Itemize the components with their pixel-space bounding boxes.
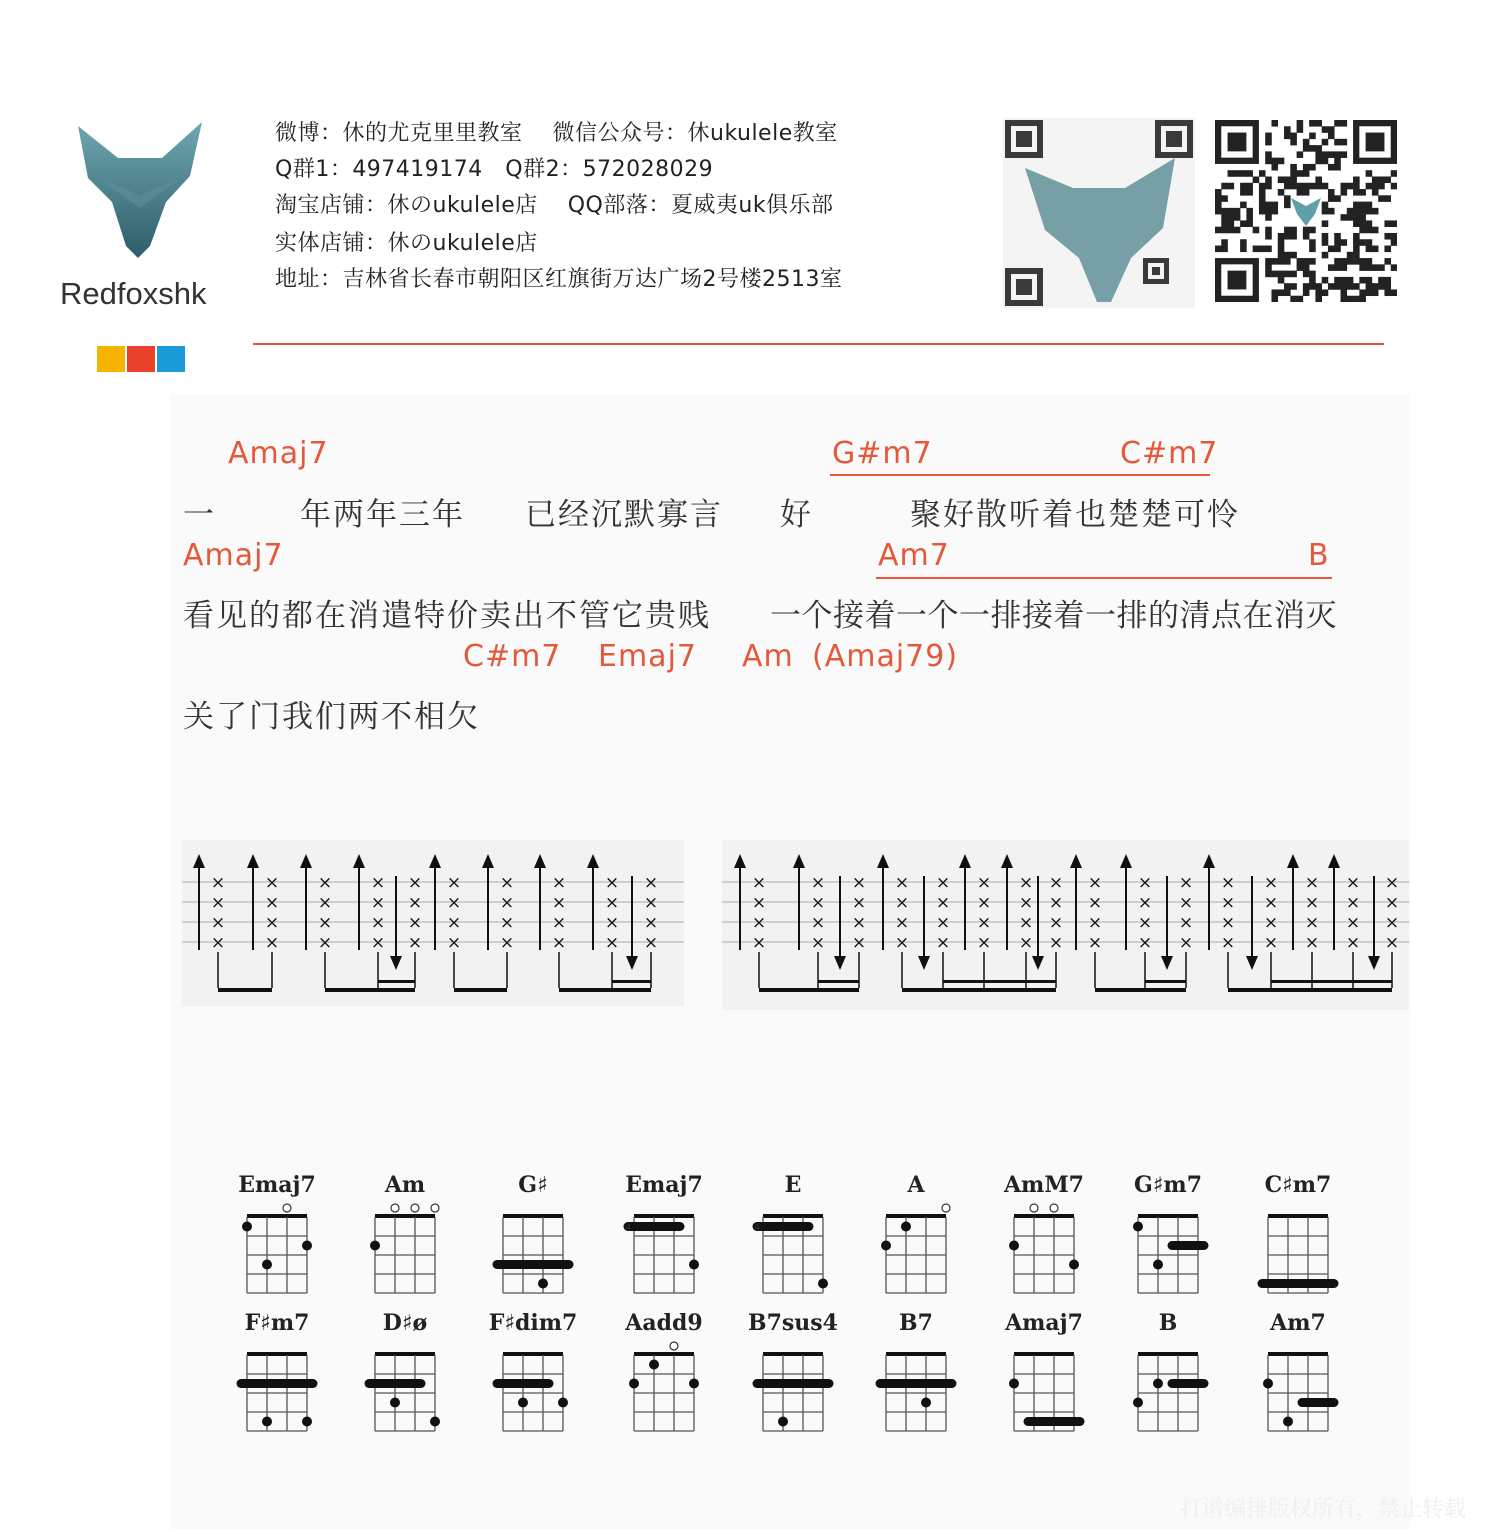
svg-text:×: ×: [370, 913, 386, 933]
svg-text:×: ×: [935, 893, 951, 913]
svg-text:×: ×: [1087, 893, 1103, 913]
chord-name-row2-2: D♯ø: [382, 1310, 428, 1336]
svg-text:×: ×: [370, 893, 386, 913]
svg-text:×: ×: [1304, 873, 1320, 893]
svg-text:×: ×: [1018, 933, 1034, 953]
chord-name-row1-5: E: [784, 1172, 802, 1198]
svg-text:×: ×: [1345, 913, 1361, 933]
svg-text:×: ×: [1304, 913, 1320, 933]
svg-text:4: 4: [625, 1222, 632, 1234]
svg-text:×: ×: [643, 913, 659, 933]
chord-diagram-row1-2: [360, 1202, 450, 1297]
chord-diagram-row1-5: [748, 1202, 838, 1297]
svg-text:×: ×: [935, 873, 951, 893]
chord-diagram-row2-7: [999, 1340, 1089, 1435]
svg-text:×: ×: [446, 893, 462, 913]
watermark: 打谱编排版权所有，禁止转载: [1180, 1497, 1467, 1522]
svg-text:×: ×: [1178, 913, 1194, 933]
svg-text:×: ×: [317, 873, 333, 893]
svg-text:4: 4: [754, 1222, 761, 1234]
svg-text:×: ×: [851, 933, 867, 953]
chord-name-row2-6: B7: [899, 1310, 933, 1336]
svg-text:×: ×: [1048, 893, 1064, 913]
svg-text:×: ×: [210, 893, 226, 913]
svg-text:×: ×: [370, 873, 386, 893]
chord-diagram-row2-6: [871, 1340, 961, 1435]
svg-text:×: ×: [894, 913, 910, 933]
chord-line1-csm7: C#m7: [1120, 436, 1219, 471]
chord-line3-emaj7: Emaj7: [598, 639, 697, 674]
contact-line-store: 实体店铺：休のukulele店: [275, 231, 538, 256]
svg-text:×: ×: [407, 873, 423, 893]
svg-text:×: ×: [935, 933, 951, 953]
svg-text:×: ×: [604, 913, 620, 933]
contact-line-weibo-wechat: 微博：休的尤克里里教室 微信公众号：休ukulele教室: [275, 121, 838, 146]
svg-text:×: ×: [317, 933, 333, 953]
svg-text:×: ×: [976, 913, 992, 933]
svg-text:×: ×: [1087, 873, 1103, 893]
brand-name: Redfoxshk: [60, 276, 207, 311]
svg-text:×: ×: [1137, 893, 1153, 913]
contact-line-qq-groups: Q群1：497419174 Q群2：572028029: [275, 157, 714, 182]
lyric-line1-a: 一: [183, 497, 216, 533]
lyric-line1-c: 已经沉默寡言: [525, 497, 723, 533]
svg-text:×: ×: [1384, 933, 1400, 953]
brand-color-red: [127, 346, 155, 372]
svg-text:×: ×: [1263, 933, 1279, 953]
contact-line-address: 地址：吉林省长春市朝阳区红旗街万达广场2号楼2513室: [275, 267, 843, 292]
svg-text:×: ×: [551, 893, 567, 913]
brand-color-blocks: [97, 346, 187, 372]
lyric-line1-d: 好: [780, 497, 813, 533]
svg-text:×: ×: [264, 893, 280, 913]
brand-color-yellow: [97, 346, 125, 372]
svg-text:×: ×: [1263, 893, 1279, 913]
strum-pattern-2: [722, 840, 1409, 1010]
svg-text:×: ×: [851, 893, 867, 913]
chord-line2-amaj7: Amaj7: [183, 538, 284, 573]
redfox-logo-icon: [70, 118, 210, 263]
chord-name-row1-4: Emaj7: [625, 1172, 703, 1198]
svg-text:×: ×: [1048, 873, 1064, 893]
chord-name-row2-5: B7sus4: [748, 1310, 838, 1336]
svg-text:×: ×: [370, 933, 386, 953]
svg-text:×: ×: [1220, 893, 1236, 913]
svg-text:×: ×: [1220, 873, 1236, 893]
svg-text:×: ×: [1345, 933, 1361, 953]
svg-text:×: ×: [1048, 933, 1064, 953]
strum-pattern-1: [182, 840, 684, 1006]
chord-line2-am7: Am7: [878, 538, 950, 573]
svg-text:×: ×: [264, 913, 280, 933]
qr-code-wechat-icon: [1215, 120, 1397, 302]
brand-color-blue: [157, 346, 185, 372]
svg-text:×: ×: [407, 913, 423, 933]
svg-text:×: ×: [551, 933, 567, 953]
lyric-line1-b: 年两年三年: [300, 497, 465, 533]
chord-diagram-row2-1: [232, 1340, 322, 1435]
svg-text:×: ×: [810, 873, 826, 893]
svg-text:×: ×: [751, 913, 767, 933]
svg-text:×: ×: [317, 893, 333, 913]
chord-diagram-row2-4: [619, 1340, 709, 1435]
svg-text:×: ×: [1178, 873, 1194, 893]
chord-line1-gsm7: G#m7: [832, 436, 933, 471]
svg-text:×: ×: [264, 933, 280, 953]
chord-name-row2-9: Am7: [1270, 1310, 1326, 1336]
svg-text:×: ×: [551, 873, 567, 893]
svg-text:×: ×: [1048, 913, 1064, 933]
qr-code-fox-icon: [1003, 118, 1195, 308]
svg-text:×: ×: [810, 933, 826, 953]
chord-line3-amaj79: (Amaj79): [812, 639, 959, 674]
svg-text:×: ×: [643, 873, 659, 893]
svg-text:×: ×: [1087, 933, 1103, 953]
svg-text:×: ×: [976, 873, 992, 893]
svg-text:×: ×: [1384, 893, 1400, 913]
chord-name-row1-3: G♯: [518, 1172, 548, 1198]
svg-text:×: ×: [1345, 873, 1361, 893]
header-divider: [253, 343, 1384, 345]
svg-text:×: ×: [751, 893, 767, 913]
chord-underline-line1: [830, 474, 1210, 476]
chord-diagram-row1-4: [619, 1202, 709, 1297]
chord-name-row1-2: Am: [384, 1172, 426, 1198]
chord-name-row2-4: Aadd9: [625, 1310, 703, 1336]
svg-text:×: ×: [1263, 873, 1279, 893]
svg-text:×: ×: [264, 873, 280, 893]
svg-text:×: ×: [499, 913, 515, 933]
svg-text:×: ×: [1018, 873, 1034, 893]
svg-text:×: ×: [446, 873, 462, 893]
svg-text:×: ×: [810, 913, 826, 933]
svg-text:×: ×: [935, 913, 951, 933]
svg-text:×: ×: [1087, 913, 1103, 933]
lyric-line2-b: 一个接着一个一排接着一排的清点在消灭: [770, 598, 1337, 634]
chord-name-row2-7: Amaj7: [1005, 1310, 1083, 1336]
chord-name-row1-8: G♯m7: [1133, 1172, 1203, 1198]
svg-text:×: ×: [210, 933, 226, 953]
svg-text:×: ×: [407, 933, 423, 953]
svg-text:×: ×: [1137, 933, 1153, 953]
svg-text:×: ×: [210, 873, 226, 893]
chord-underline-line2: [876, 577, 1332, 579]
svg-text:×: ×: [751, 933, 767, 953]
svg-text:×: ×: [1220, 913, 1236, 933]
svg-text:×: ×: [407, 893, 423, 913]
chord-diagram-row2-5: [748, 1340, 838, 1435]
svg-text:×: ×: [894, 933, 910, 953]
svg-text:×: ×: [976, 933, 992, 953]
chord-name-row1-6: A: [907, 1172, 925, 1198]
chord-diagram-row2-2: [360, 1340, 450, 1435]
svg-text:×: ×: [976, 893, 992, 913]
chord-diagram-row2-9: [1253, 1340, 1343, 1435]
svg-text:×: ×: [1018, 893, 1034, 913]
svg-text:×: ×: [604, 893, 620, 913]
chord-line3-am: Am: [742, 639, 794, 674]
svg-text:×: ×: [1263, 913, 1279, 933]
chord-name-row2-8: B: [1158, 1310, 1178, 1336]
chord-name-row1-9: C♯m7: [1264, 1172, 1332, 1198]
svg-text:×: ×: [446, 913, 462, 933]
svg-text:×: ×: [851, 913, 867, 933]
chord-line3-csm7: C#m7: [463, 639, 562, 674]
svg-text:×: ×: [1384, 913, 1400, 933]
lyric-line1-e: 聚好散听着也楚楚可怜: [910, 497, 1240, 533]
svg-text:×: ×: [604, 933, 620, 953]
svg-text:×: ×: [499, 893, 515, 913]
svg-text:×: ×: [1018, 913, 1034, 933]
svg-text:×: ×: [499, 933, 515, 953]
svg-text:×: ×: [1178, 933, 1194, 953]
svg-text:×: ×: [810, 893, 826, 913]
svg-text:×: ×: [894, 873, 910, 893]
contact-line-taobao-qq: 淘宝店铺：休のukulele店 QQ部落：夏威夷uk俱乐部: [275, 193, 834, 218]
svg-text:×: ×: [851, 873, 867, 893]
chord-diagram-row1-1: [232, 1202, 322, 1297]
svg-text:×: ×: [499, 873, 515, 893]
chord-name-row2-3: F♯dim7: [488, 1310, 578, 1336]
lyric-line3: 关了门我们两不相欠: [183, 699, 480, 735]
chord-diagram-row1-7: [999, 1202, 1089, 1297]
svg-text:×: ×: [1384, 873, 1400, 893]
svg-text:×: ×: [1304, 933, 1320, 953]
chord-line2-b: B: [1308, 538, 1330, 573]
svg-text:×: ×: [551, 913, 567, 933]
svg-text:×: ×: [446, 933, 462, 953]
svg-text:×: ×: [751, 873, 767, 893]
svg-text:×: ×: [1220, 933, 1236, 953]
chord-line1-amaj7: Amaj7: [228, 436, 329, 471]
chord-diagram-row2-8: [1123, 1340, 1213, 1435]
chord-diagram-row1-8: [1123, 1202, 1213, 1297]
svg-text:×: ×: [1137, 913, 1153, 933]
svg-text:×: ×: [317, 913, 333, 933]
svg-text:×: ×: [1178, 893, 1194, 913]
chord-name-row1-7: AmM7: [1003, 1172, 1084, 1198]
svg-text:×: ×: [1137, 873, 1153, 893]
chord-name-row1-1: Emaj7: [238, 1172, 316, 1198]
svg-text:×: ×: [1345, 893, 1361, 913]
chord-diagram-row1-6: [871, 1202, 961, 1297]
chord-diagram-row1-3: [488, 1202, 578, 1297]
svg-text:×: ×: [643, 933, 659, 953]
lyric-line2-a: 看见的都在消遣特价卖出不管它贵贱: [183, 598, 711, 634]
svg-text:×: ×: [210, 913, 226, 933]
svg-text:×: ×: [643, 893, 659, 913]
svg-text:×: ×: [894, 893, 910, 913]
svg-text:×: ×: [1304, 893, 1320, 913]
svg-text:×: ×: [604, 873, 620, 893]
chord-name-row2-1: F♯m7: [244, 1310, 310, 1336]
chord-diagram-row2-3: [488, 1340, 578, 1435]
chord-diagram-row1-9: [1253, 1202, 1343, 1297]
